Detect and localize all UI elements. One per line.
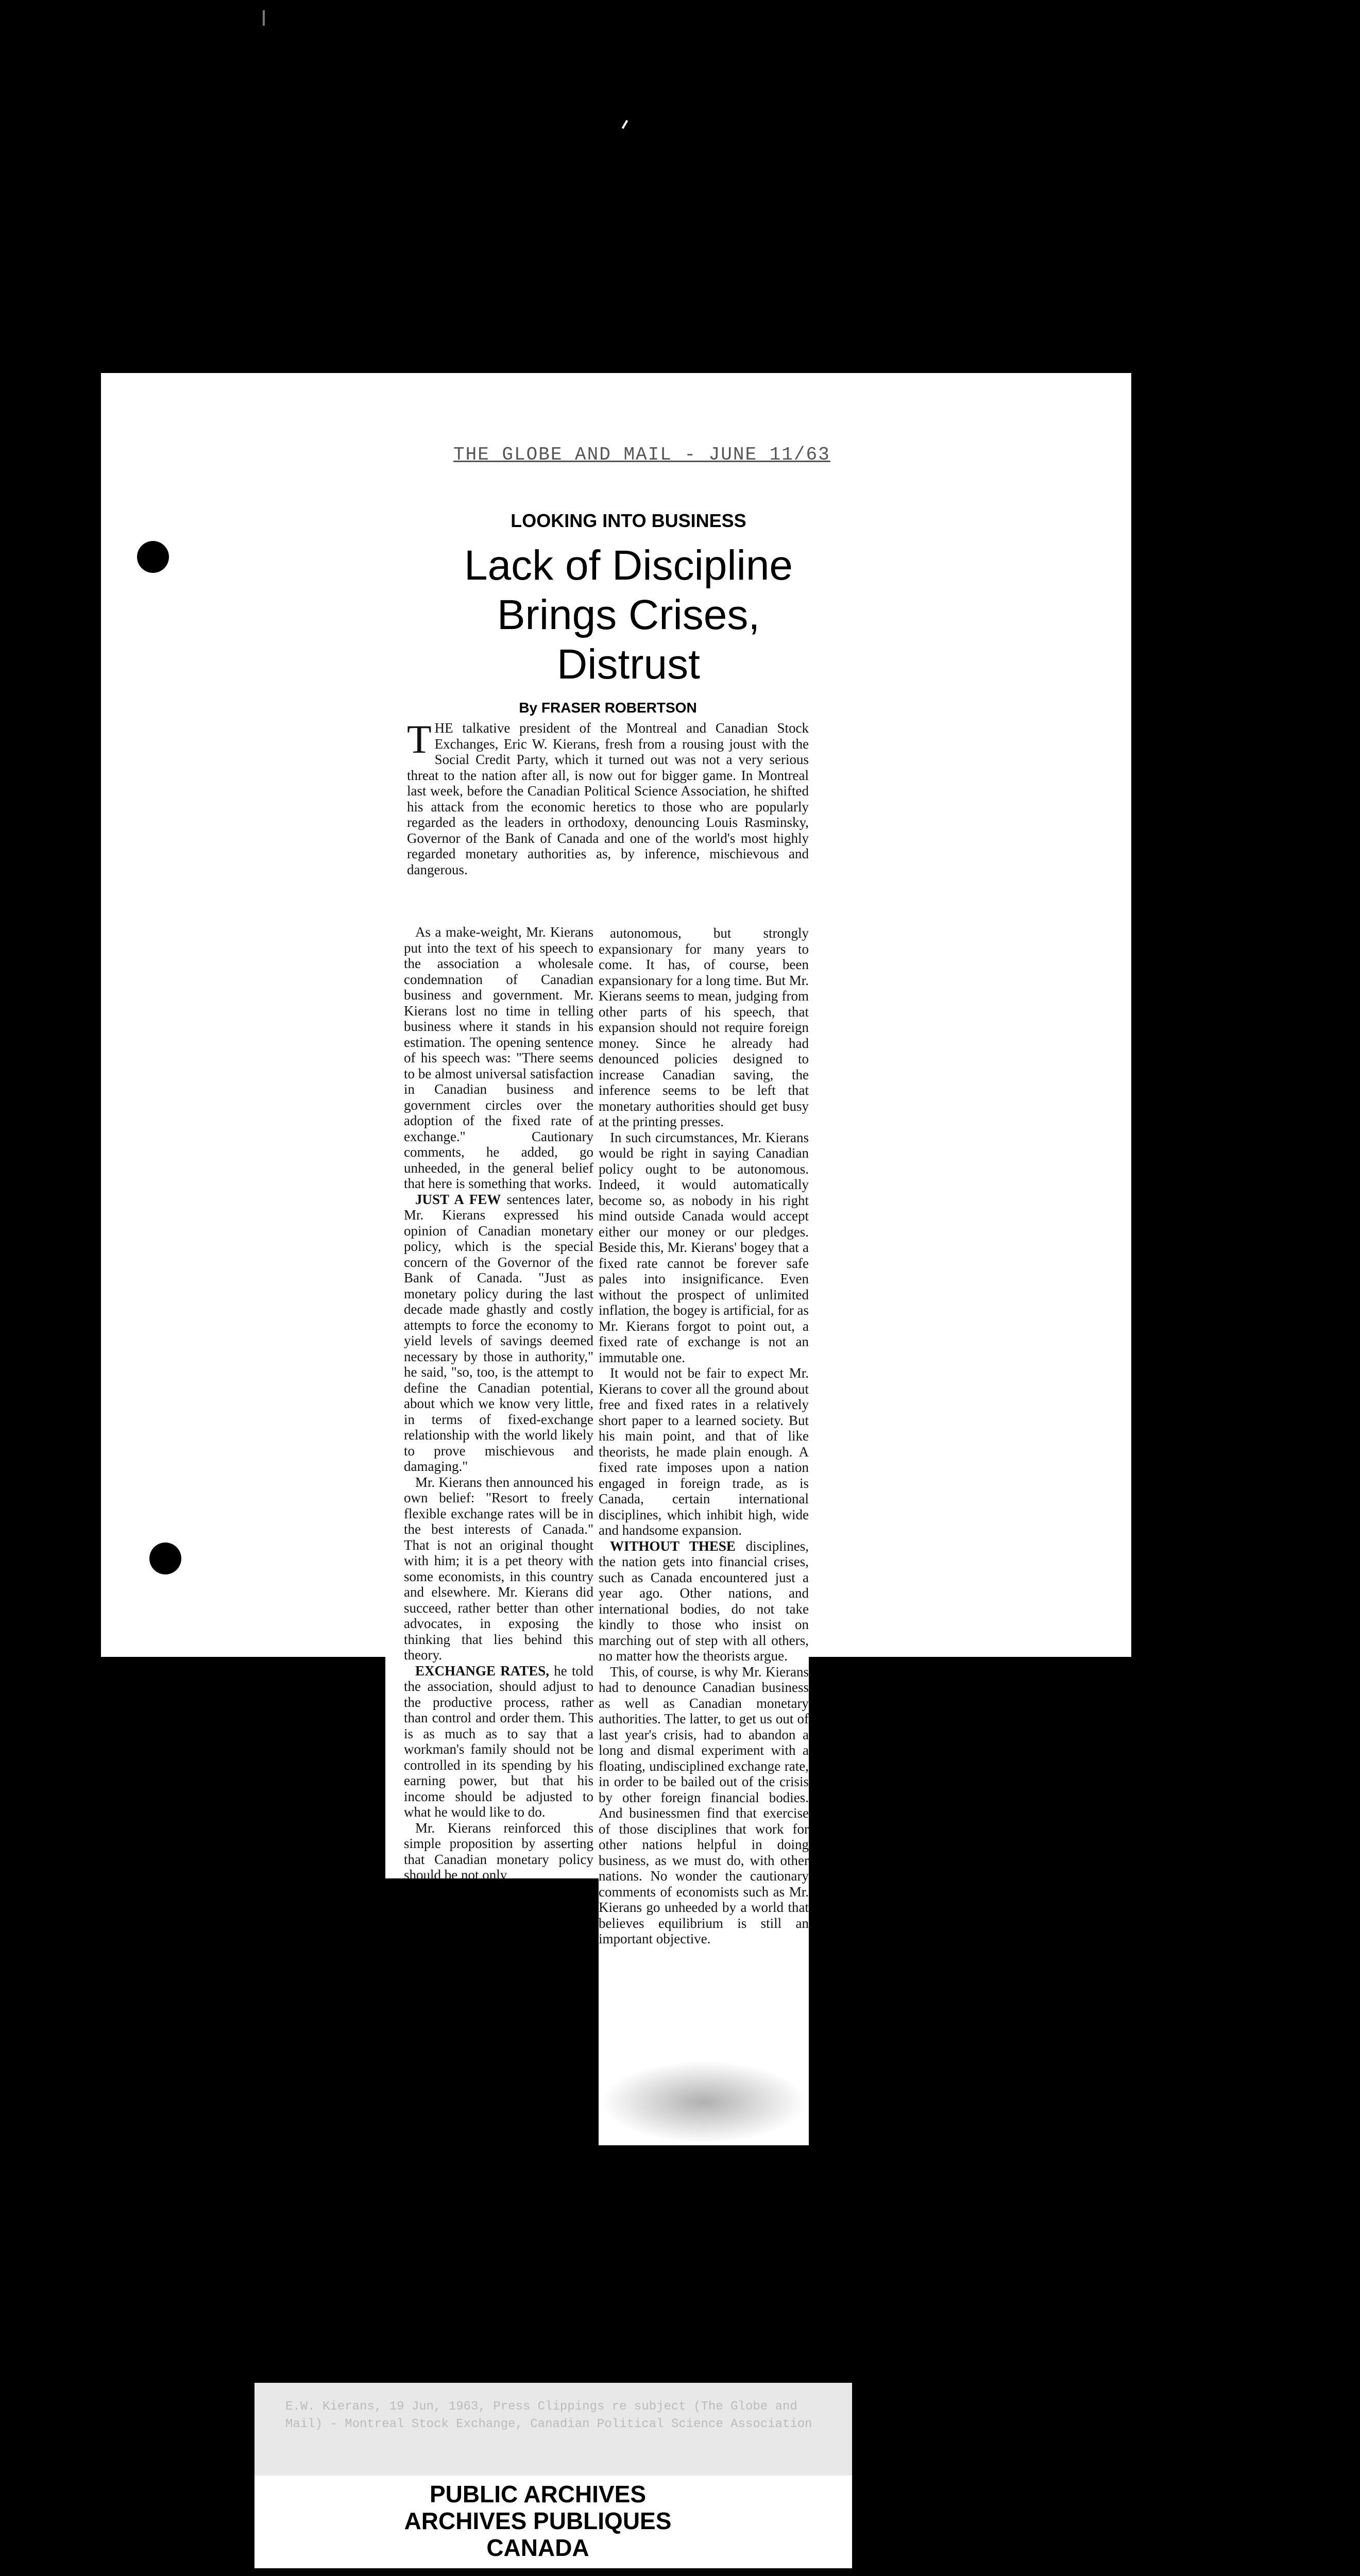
headline-line: Distrust [557, 641, 700, 688]
scan-speck [622, 120, 635, 133]
article-column-left [404, 924, 593, 1883]
paragraph: In such circumstances, Mr. Kierans would be right in saying Canadian policy ought to be autonomous. Indeed, it would automatically become so, as nobody in his right mind outside Canada would accept either our money or our pledges. Beside this, Mr. Kierans' bogey that a fixed rate cannot be forever safe pales into insignificance. Even without the prospect of unlimited inflation, the bogey is artificial, for as Mr. Kierans forgot to point out, a fixed rate of exchange is not an immutable one. [599, 1129, 809, 1365]
paragraph: As a make-weight, Mr. Kierans put into the text of his speech to the association a wholesale condemnation of Canadian business and government. Mr. Kierans lost no time in telling business where it stands in his estimation. The opening sentence of his speech was: "There seems to be almost universal satisfaction in Canadian business and government circles over the adoption of the fixed rate of exchange." Cautionary comments, he added, go unheeded, in the general belief that here is something that works. [404, 924, 593, 1191]
punch-hole [137, 541, 169, 573]
archives-line: ARCHIVES PUBLIQUES [404, 2507, 672, 2534]
paragraph: It would not be fair to expect Mr. Kierans to cover all the ground about free and fixed rates in a relatively short paper to a learned society. But his main point, and that of like theorists, he made plain enough. A fixed rate imposes upon a nation engaged in foreign trade, as is Canada, certain international disciplines, which inhibit high, wide and handsome expansion. [599, 1365, 809, 1538]
article-column-right [599, 925, 809, 1947]
ink-smudge [601, 2061, 807, 2143]
faint-caption: E.W. Kierans, 19 Jun, 1963, Press Clippings re subject (The Globe and Mail) - Montreal Stock Exchange, Canadian Political Science Association [285, 2400, 812, 2431]
archives-label [254, 2383, 852, 2568]
scan-speck [263, 10, 277, 26]
paragraph: WITHOUT THESE disciplines, the nation gets into financial crises, such as Canada encountered just a year ago. Other nations, and international bodies, do not take kindly to those who insist on marching out of step with all others, no matter how the theorists argue. [599, 1538, 809, 1664]
archives-line: CANADA [486, 2534, 589, 2561]
drop-cap: T [407, 717, 432, 761]
headline-line: Brings Crises, [497, 591, 760, 638]
paragraph: Mr. Kierans reinforced this simple proposition by asserting that Canadian monetary policy should be not only [404, 1820, 593, 1883]
headline-line: Lack of Discipline [464, 542, 793, 589]
paragraph: EXCHANGE RATES, he told the association, should adjust to the productive process, rather than control and order them. This is as much as to say that a workman's family should not be controlled in its spending by his earning power, but that his income should be adjusted to what he would like to do. [404, 1663, 593, 1820]
subhead: EXCHANGE RATES, [415, 1663, 550, 1679]
headline [402, 541, 855, 689]
punch-hole [149, 1543, 181, 1574]
lead-text: HE talkative president of the Montreal and Canadian Stock Exchanges, Eric W. Kierans, fresh from a rousing joust with the Social Credit Party, which it turned out was not a very serious threat to the nation after all, is now out for bigger game. In Montreal last week, before the Canadian Political Science Association, he shifted his attack from the economic heretics to those who are popularly regarded as the leaders in orthodoxy, denouncing Louis Rasminsky, Governor of the Bank of Canada and one of the world's most highly regarded monetary authorities as, by inference, mischievous and dangerous. [407, 720, 809, 877]
archives-stamp [383, 2481, 692, 2561]
archives-line: PUBLIC ARCHIVES [430, 2481, 646, 2507]
paragraph: Mr. Kierans then announced his own belief: "Resort to freely flexible exchange rates will be in the best interests of Canada." That is not an original thought with him; it is a pet theory with some economists, in this country and elsewhere. Mr. Kierans did succeed, rather better than other advocates, in exposing the thinking that lies behind this theory. [404, 1474, 593, 1663]
lead-paragraph [407, 717, 809, 877]
paragraph: autonomous, but strongly expansionary for many years to come. It has, of course, been expansionary for a long time. But Mr. Kierans seems to mean, judging from other parts of his speech, that expansion should not require foreign money. Since he already had denounced policies designed to increase Canadian saving, the inference seems to be left that monetary authorities should get busy at the printing presses. [599, 925, 809, 1129]
paragraph: This, of course, is why Mr. Kierans had to denounce Canadian business as well as Canadian monetary authorities. The latter, to get us out of last year's crisis, had to abandon a long and dismal experiment with a floating, undisciplined exchange rate, in order to be bailed out of the crisis by other foreign financial bodies. And businessmen find that exercise of those disciplines that work for other nations helpful in doing business, as we must do, with other nations. No wonder the cautionary comments of economists such as Mr. Kierans go unheeded by a world that believes equilibrium is still an important objective. [599, 1664, 809, 1946]
kicker: LOOKING INTO BUSINESS [511, 510, 746, 531]
paragraph: JUST A FEW sentences later, Mr. Kierans expressed his opinion of Canadian monetary policy, which is the special concern of the Governor of the Bank of Canada. "Just as monetary policy during the last decade made ghastly and costly attempts to force the economy to yield levels of savings deemed necessary by those in authority," he said, "so, too, is the attempt to define the Canadian potential, about which we know very little, in terms of fixed-exchange relationship with the world likely to prove mischievous and damaging." [404, 1191, 593, 1474]
subhead: WITHOUT THESE [610, 1538, 736, 1554]
byline: By FRASER ROBERTSON [519, 700, 697, 716]
subhead: JUST A FEW [415, 1191, 501, 1207]
source-header: THE GLOBE AND MAIL - JUNE 11/63 [453, 444, 830, 465]
label-faint-band [254, 2383, 852, 2476]
